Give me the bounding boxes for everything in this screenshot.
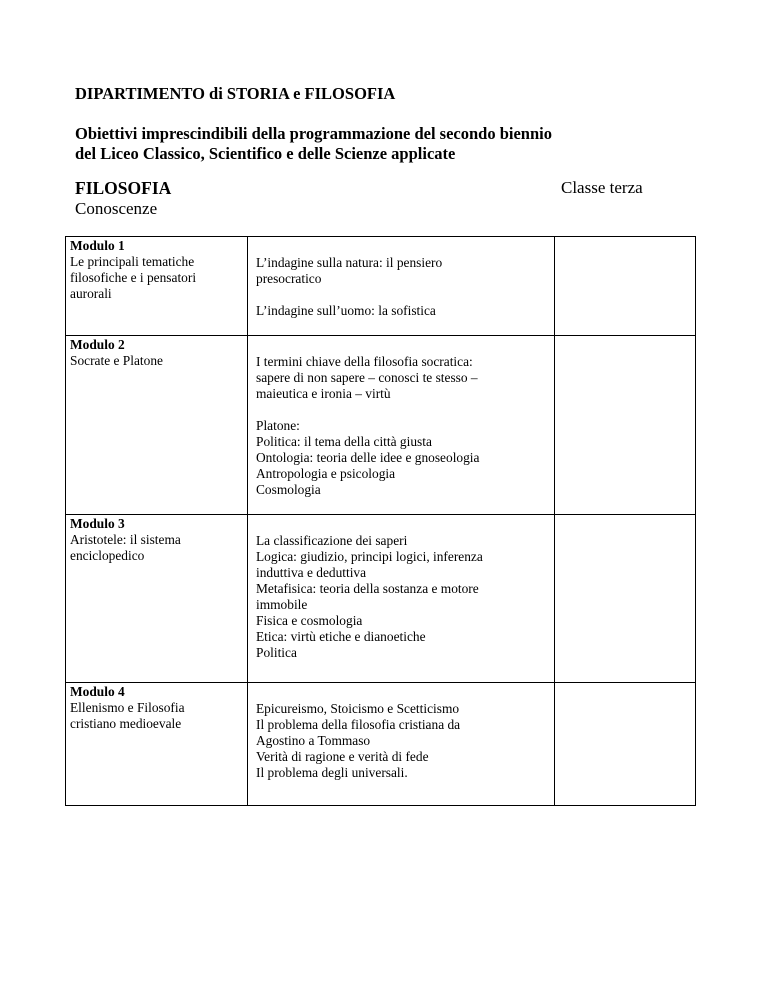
class-label: Classe terza bbox=[561, 178, 643, 197]
topic-line: I termini chiave della filosofia socratica: bbox=[256, 354, 473, 369]
topic-line: presocratico bbox=[256, 271, 322, 286]
topic-line: Ontologia: teoria delle idee e gnoseologia bbox=[256, 450, 480, 465]
module-description-line: Socrate e Platone bbox=[70, 353, 163, 368]
objectives-heading bbox=[75, 124, 715, 164]
topic-group bbox=[256, 418, 546, 498]
topics-cell bbox=[248, 336, 555, 515]
table-row bbox=[66, 336, 696, 515]
objectives-line-1: Obiettivi imprescindibili della programmazione del secondo biennio bbox=[75, 124, 552, 143]
module-title: Modulo 3 bbox=[70, 516, 125, 531]
topic-line: maieutica e ironia – virtù bbox=[256, 386, 391, 401]
module-title: Modulo 4 bbox=[70, 684, 125, 699]
module-title: Modulo 2 bbox=[70, 337, 125, 352]
topic-group bbox=[256, 255, 546, 287]
topics-cell bbox=[248, 683, 555, 806]
topic-line: Epicureismo, Stoicismo e Scetticismo bbox=[256, 701, 460, 716]
topic-line: L’indagine sulla natura: il pensiero bbox=[256, 255, 443, 270]
topic-line: Cosmologia bbox=[256, 482, 321, 497]
topic-line: induttiva e deduttiva bbox=[256, 565, 367, 580]
module-cell bbox=[66, 237, 248, 336]
module-description-line: cristiano medioevale bbox=[70, 716, 182, 731]
topic-group bbox=[256, 533, 546, 661]
topic-line: Fisica e cosmologia bbox=[256, 613, 363, 628]
modules-table bbox=[65, 236, 696, 806]
topic-line: sapere di non sapere – conosci te stesso – bbox=[256, 370, 478, 385]
topic-line: Metafisica: teoria della sostanza e motore bbox=[256, 581, 479, 596]
topic-group bbox=[256, 354, 546, 402]
knowledge-label: Conoscenze bbox=[75, 199, 158, 218]
topic-line: Antropologia e psicologia bbox=[256, 466, 396, 481]
topics-cell bbox=[248, 237, 555, 336]
module-description-line: enciclopedico bbox=[70, 548, 145, 563]
topic-line: Platone: bbox=[256, 418, 300, 433]
topic-line: Il problema della filosofia cristiana da bbox=[256, 717, 461, 732]
module-description-line: Le principali tematiche bbox=[70, 254, 195, 269]
empty-cell bbox=[555, 336, 696, 515]
empty-cell bbox=[555, 683, 696, 806]
subject-title: FILOSOFIA bbox=[75, 178, 172, 198]
topic-line: Politica: il tema della città giusta bbox=[256, 434, 432, 449]
module-description-line: filosofiche e i pensatori bbox=[70, 270, 197, 285]
topic-group bbox=[256, 303, 546, 319]
topic-group bbox=[256, 701, 546, 781]
module-cell bbox=[66, 336, 248, 515]
module-description-line: Ellenismo e Filosofia bbox=[70, 700, 185, 715]
topic-line: Logica: giudizio, principi logici, inferenza bbox=[256, 549, 483, 564]
objectives-line-2: del Liceo Classico, Scientifico e delle Scienze applicate bbox=[75, 144, 456, 163]
topic-line: Il problema degli universali. bbox=[256, 765, 408, 780]
topic-line: Politica bbox=[256, 645, 297, 660]
table-row bbox=[66, 683, 696, 806]
topic-line: Etica: virtù etiche e dianoetiche bbox=[256, 629, 426, 644]
module-title: Modulo 1 bbox=[70, 238, 125, 253]
empty-cell bbox=[555, 237, 696, 336]
table-row bbox=[66, 515, 696, 683]
table-row bbox=[66, 237, 696, 336]
department-heading: DIPARTIMENTO di STORIA e FILOSOFIA bbox=[75, 84, 396, 103]
empty-cell bbox=[555, 515, 696, 683]
module-cell bbox=[66, 683, 248, 806]
topic-line: Agostino a Tommaso bbox=[256, 733, 371, 748]
topic-line: L’indagine sull’uomo: la sofistica bbox=[256, 303, 436, 318]
topic-line: immobile bbox=[256, 597, 308, 612]
topics-cell bbox=[248, 515, 555, 683]
module-description-line: aurorali bbox=[70, 286, 112, 301]
topic-line: La classificazione dei saperi bbox=[256, 533, 408, 548]
topic-line: Verità di ragione e verità di fede bbox=[256, 749, 429, 764]
module-description-line: Aristotele: il sistema bbox=[70, 532, 181, 547]
module-cell bbox=[66, 515, 248, 683]
